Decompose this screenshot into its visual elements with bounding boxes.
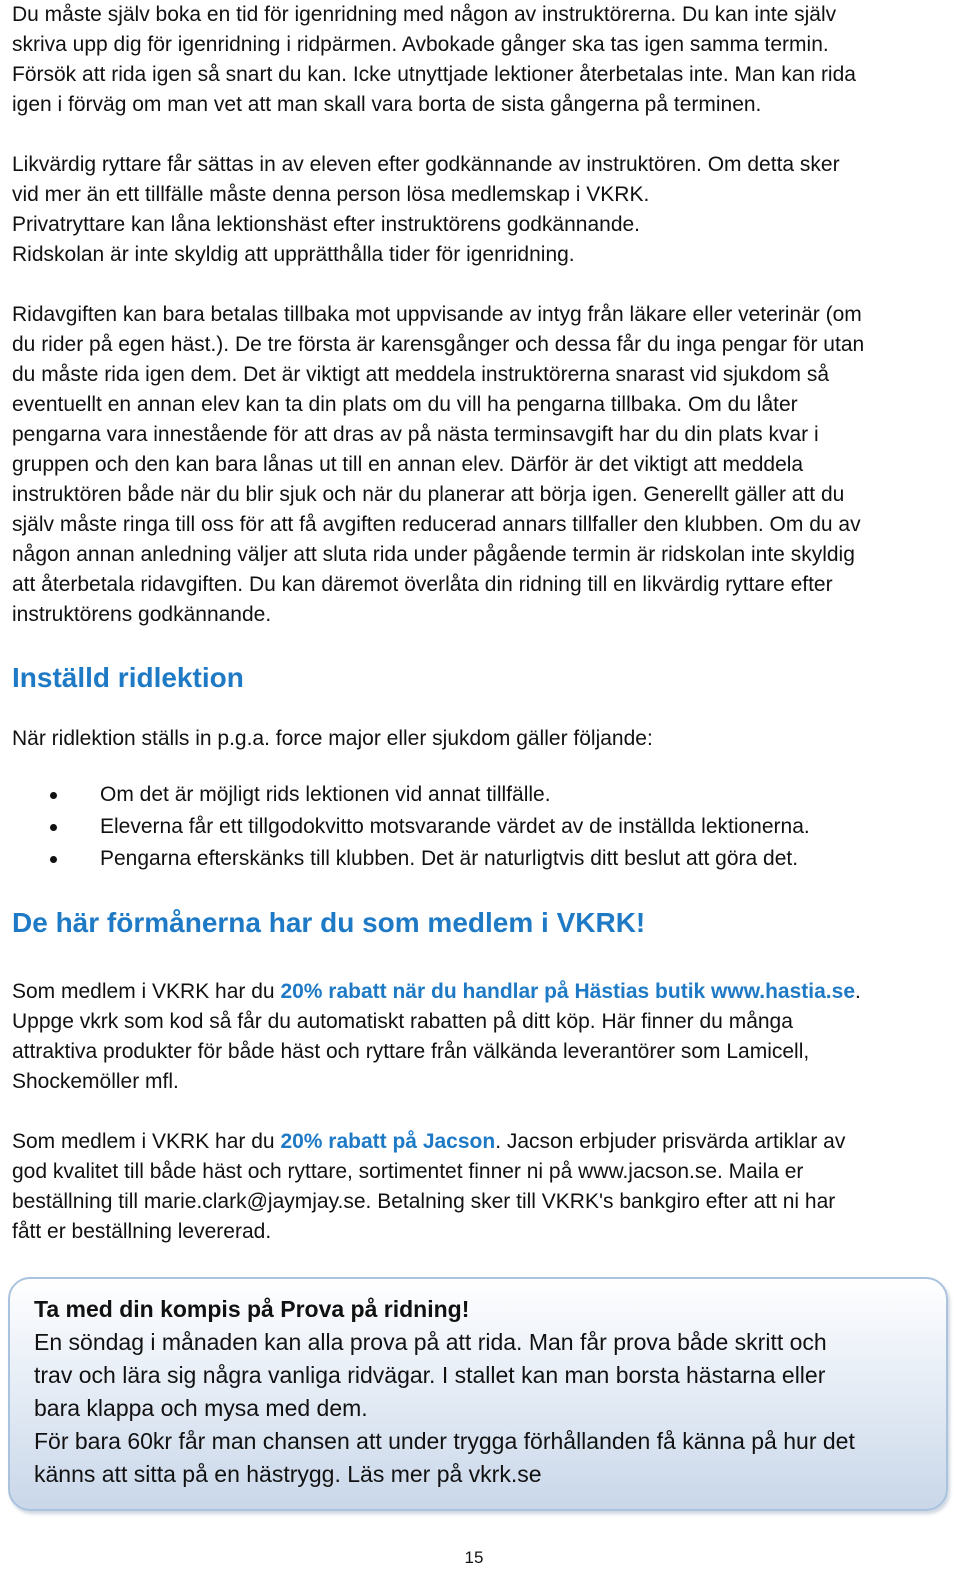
section-heading-member-benefits: De här förmånerna har du som medlem i VKRK!: [12, 907, 646, 938]
text-line: att återbetala ridavgiften. Du kan däremot överlåta din ridning till en likvärdig ryttare efter: [12, 573, 833, 596]
text-line: du rider på egen häst.). De tre första är karensgånger och dessa får du inga pengar för utan: [12, 333, 865, 356]
list-item-text: Eleverna får ett tillgodokvitto motsvarande värdet av de inställda lektionerna.: [100, 815, 810, 838]
text-line: instruktören både när du blir sjuk och när du planerar att börja igen. Generellt gäller att du: [12, 483, 845, 506]
text-line: du måste rida igen dem. Det är viktigt att meddela instruktörerna snarast vid sjukdom så: [12, 363, 830, 386]
text-segment: .: [855, 980, 861, 1003]
callout-line: bara klappa och mysa med dem.: [34, 1395, 368, 1421]
text-line: själv måste ringa till oss för att få avgiften reducerad annars tillfaller den klubben. Om du av: [12, 513, 861, 536]
text-line: attraktiva produkter för både häst och ryttare från välkända leverantörer som Lamicell,: [12, 1040, 810, 1063]
hastia-discount-highlight: 20% rabatt när du handlar på Hästias butik www.hastia.se: [280, 980, 855, 1003]
text-line: någon annan anledning väljer att sluta rida under pågående termin är ridskolan inte skyldig: [12, 543, 855, 566]
text-line: god kvalitet till både häst och ryttare, sortimentet finner ni på www.jacson.se. Maila er: [12, 1160, 804, 1183]
section-heading-cancelled-lesson: Inställd ridlektion: [12, 662, 244, 693]
bullet-icon: [50, 792, 57, 799]
callout-line: En söndag i månaden kan alla prova på att rida. Man får prova både skritt och: [34, 1329, 827, 1355]
page-number: 15: [464, 1548, 484, 1567]
text-line: [12, 977, 861, 1007]
text-line: fått er beställning levererad.: [12, 1220, 272, 1243]
text-line: gruppen och den kan bara lånas ut till en annan elev. Därför är det viktigt att meddela: [12, 453, 804, 476]
bullet-icon: [50, 856, 57, 863]
text-segment: Som medlem i VKRK har du: [12, 1130, 281, 1153]
text-line: igen i förväg om man vet att man skall vara borta de sista gångerna på terminen.: [12, 93, 762, 116]
text-line: Privatryttare kan låna lektionshäst efter instruktörens godkännande.: [12, 213, 641, 236]
text-line: skriva upp dig för igenridning i ridpärmen. Avbokade gånger ska tas igen samma termin.: [12, 33, 829, 56]
text-line: Ridavgiften kan bara betalas tillbaka mot uppvisande av intyg från läkare eller veterinär (om: [12, 303, 862, 326]
text-line: Uppge vkrk som kod så får du automatiskt rabatten på ditt köp. Här finner du många: [12, 1010, 793, 1033]
text-segment: . Jacson erbjuder prisvärda artiklar av: [495, 1130, 846, 1153]
callout-line: trav och lära sig några vanliga ridvägar. I stallet kan man borsta hästarna eller: [34, 1362, 826, 1388]
text-segment: Som medlem i VKRK har du: [12, 980, 281, 1003]
text-line: eventuellt en annan elev kan ta din plats om du vill ha pengarna tillbaka. Om du låter: [12, 393, 798, 416]
text-line: Ridskolan är inte skyldig att upprätthålla tider för igenridning.: [12, 243, 575, 266]
bullet-icon: [50, 824, 57, 831]
text-line: pengarna vara innestående för att dras av på nästa terminsavgift har du din plats kvar i: [12, 423, 819, 446]
text-line: Shockemöller mfl.: [12, 1070, 179, 1093]
callout-title: Ta med din kompis på Prova på ridning!: [34, 1296, 470, 1322]
callout-line: För bara 60kr får man chansen att under trygga förhållanden få känna på hur det: [34, 1428, 855, 1454]
text-line: Försök att rida igen så snart du kan. Icke utnyttjade lektioner återbetalas inte. Man kan rida: [12, 63, 856, 86]
text-line: instruktörens godkännande.: [12, 603, 272, 626]
cancelled-intro: När ridlektion ställs in p.g.a. force major eller sjukdom gäller följande:: [12, 727, 653, 750]
jacson-discount-highlight: 20% rabatt på Jacson: [280, 1130, 496, 1153]
text-line: beställning till marie.clark@jaymjay.se. Betalning sker till VKRK's bankgiro efter att ni har: [12, 1190, 836, 1213]
text-line: Likvärdig ryttare får sättas in av eleven efter godkännande av instruktören. Om detta sker: [12, 153, 840, 176]
text-line: [12, 1127, 845, 1157]
prova-pa-ridning-callout: [8, 1277, 948, 1511]
text-line: vid mer än ett tillfälle måste denna person lösa medlemskap i VKRK.: [12, 183, 650, 206]
list-item-text: Pengarna efterskänks till klubben. Det är naturligtvis ditt beslut att göra det.: [100, 847, 799, 870]
callout-line: känns att sitta på en hästrygg. Läs mer på vkrk.se: [34, 1461, 542, 1487]
text-line: Du måste själv boka en tid för igenridning med någon av instruktörerna. Du kan inte själv: [12, 3, 837, 26]
list-item-text: Om det är möjligt rids lektionen vid annat tillfälle.: [100, 783, 551, 806]
